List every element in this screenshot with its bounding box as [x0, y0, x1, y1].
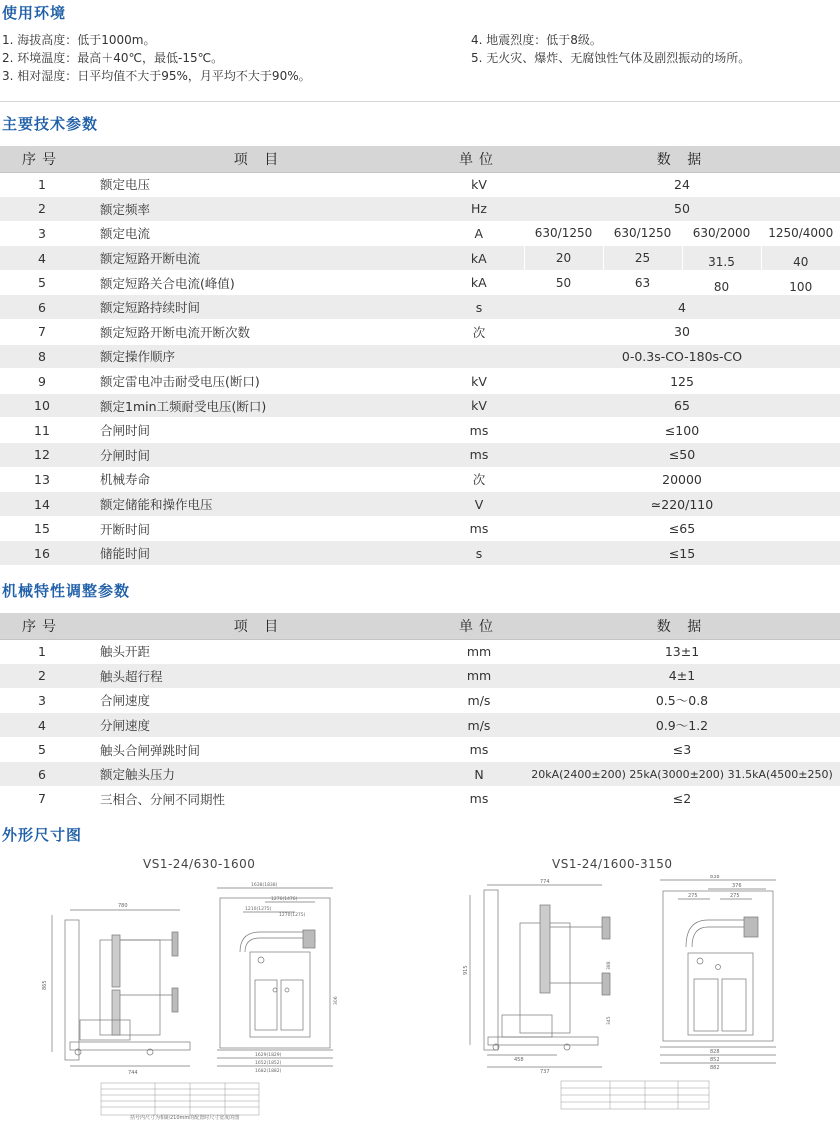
section-title-mech-params: 机械特性调整参数	[2, 582, 131, 600]
cell-no: 3	[0, 221, 84, 246]
header-unit: 单位	[434, 146, 524, 172]
divider	[0, 101, 840, 102]
cell-item: 触头合闸弹跳时间	[84, 737, 434, 762]
cell-unit: ms	[434, 418, 524, 443]
cell-unit: m/s	[434, 713, 524, 738]
cell-data: 0-0.3s-CO-180s-CO	[524, 344, 840, 369]
cell-unit: kV	[434, 369, 524, 394]
table-row	[0, 762, 840, 787]
dim-text: 1270(1275)	[279, 913, 306, 918]
cell-item: 额定触头压力	[84, 762, 434, 787]
header-no: 序号	[0, 613, 84, 639]
cell-no: 12	[0, 443, 84, 468]
drawing-left-note: 括号内尺寸为相距210mm的配置时尺寸宽度的图	[130, 1115, 240, 1121]
header-data: 数 据	[524, 613, 840, 639]
cell-no: 5	[0, 270, 84, 295]
table-row	[0, 737, 840, 762]
cell-data: ≤100	[524, 418, 840, 443]
cell-unit: 次	[434, 320, 524, 345]
table-row	[0, 787, 840, 812]
cell-item: 合闸时间	[84, 418, 434, 443]
dim-text: 1682(1882)	[255, 1069, 282, 1074]
dim-text: 1276(1476)	[271, 897, 298, 902]
dim-text: 1629(1829)	[255, 1053, 282, 1058]
cell-unit: kA	[434, 270, 524, 295]
cell-item: 额定短路开断电流开断次数	[84, 320, 434, 345]
cell-data: 20000	[524, 467, 840, 492]
cell-data: ≤50	[524, 443, 840, 468]
cell-data-sub: 1250/4000	[761, 221, 840, 246]
header-unit: 单位	[434, 613, 524, 639]
drawing-right-side-view	[462, 875, 632, 1075]
cell-data-sub: 630/2000	[682, 221, 761, 246]
dim-text: 737	[540, 1069, 550, 1075]
table-row	[0, 516, 840, 541]
cell-data-sub: 31.5	[682, 246, 761, 271]
env-item: 4. 地震烈度：低于8级。	[471, 33, 602, 47]
cell-unit: s	[434, 541, 524, 566]
cell-data: ≤3	[524, 737, 840, 762]
env-item: 2. 环境温度：最高＋40℃，最低-15℃。	[2, 51, 224, 65]
table-row	[0, 197, 840, 222]
cell-data-sub: 630/1250	[603, 221, 682, 246]
table-row	[0, 369, 840, 394]
cell-data-sub: 630/1250	[524, 221, 603, 246]
cell-no: 9	[0, 369, 84, 394]
env-list-left	[2, 31, 442, 85]
cell-no: 15	[0, 516, 84, 541]
dim-text: 275	[730, 893, 740, 899]
cell-unit: s	[434, 295, 524, 320]
cell-unit: kV	[434, 393, 524, 418]
cell-item: 储能时间	[84, 541, 434, 566]
cell-item: 额定操作顺序	[84, 344, 434, 369]
dim-text: 306	[334, 996, 339, 1005]
dim-text: 915	[463, 965, 469, 975]
table-row	[0, 541, 840, 566]
cell-unit: A	[434, 221, 524, 246]
cell-unit: mm	[434, 664, 524, 689]
cell-item: 三相合、分闸不同期性	[84, 787, 434, 812]
table-row	[0, 393, 840, 418]
cell-data: 20kA(2400±200) 25kA(3000±200) 31.5kA(4500±250)	[524, 762, 840, 787]
cell-unit: V	[434, 492, 524, 517]
table-row	[0, 443, 840, 468]
table-row	[0, 270, 840, 295]
dim-text: 275	[688, 893, 698, 899]
cell-no: 2	[0, 197, 84, 222]
table-row	[0, 639, 840, 664]
dim-text: 1638(1838)	[251, 883, 278, 888]
cell-data-sub: 50	[524, 270, 603, 295]
cell-item: 额定短路持续时间	[84, 295, 434, 320]
cell-data-sub: 20	[524, 246, 603, 271]
section-title-tech-params: 主要技术参数	[2, 115, 99, 133]
header-no: 序号	[0, 146, 84, 172]
table-row	[0, 172, 840, 197]
cell-no: 4	[0, 713, 84, 738]
cell-unit: m/s	[434, 688, 524, 713]
cell-unit: mm	[434, 639, 524, 664]
table-row	[0, 344, 840, 369]
drawing-right-label: VS1-24/1600-3150	[552, 857, 673, 871]
cell-data: 4±1	[524, 664, 840, 689]
cell-no: 13	[0, 467, 84, 492]
cell-item: 机械寿命	[84, 467, 434, 492]
cell-unit: kA	[434, 246, 524, 271]
cell-item: 分闸速度	[84, 713, 434, 738]
table-row	[0, 664, 840, 689]
cell-item: 额定短路关合电流(峰值)	[84, 270, 434, 295]
cell-data: 24	[524, 172, 840, 197]
cell-unit: ms	[434, 443, 524, 468]
drawing-right-spec-table	[560, 1080, 710, 1110]
cell-no: 4	[0, 246, 84, 271]
cell-data: 4	[524, 295, 840, 320]
table-header-row	[0, 613, 840, 639]
cell-item: 触头超行程	[84, 664, 434, 689]
cell-data: ≃220/110	[524, 492, 840, 517]
cell-data-sub: 100	[761, 270, 840, 295]
table-row	[0, 320, 840, 345]
env-item: 1. 海拔高度：低于1000m。	[2, 33, 156, 47]
dim-text: 458	[514, 1057, 524, 1063]
header-item: 项 目	[84, 613, 434, 639]
table-row	[0, 418, 840, 443]
cell-data: 50	[524, 197, 840, 222]
dim-text: 1652(1852)	[255, 1061, 282, 1066]
env-list-right	[471, 31, 831, 67]
dim-text: 865	[42, 980, 48, 990]
drawing-left-label: VS1-24/630-1600	[143, 857, 256, 871]
cell-item: 开断时间	[84, 516, 434, 541]
dim-text: 744	[128, 1070, 138, 1076]
header-item: 项 目	[84, 146, 434, 172]
cell-unit: ms	[434, 787, 524, 812]
cell-item: 额定1min工频耐受电压(断口)	[84, 393, 434, 418]
drawing-left-front-view	[205, 880, 345, 1080]
cell-data: ≤65	[524, 516, 840, 541]
cell-no: 6	[0, 295, 84, 320]
cell-item: 额定短路开断电流	[84, 246, 434, 271]
cell-data: 0.9～1.2	[524, 713, 840, 738]
cell-unit: 次	[434, 467, 524, 492]
drawing-left-side-view	[40, 880, 220, 1080]
table-row	[0, 221, 840, 246]
dim-text: 882	[710, 1065, 720, 1071]
drawing-right-front-view	[648, 875, 788, 1075]
section-title-environment: 使用环境	[2, 4, 67, 22]
cell-data: 13±1	[524, 639, 840, 664]
cell-item: 合闸速度	[84, 688, 434, 713]
cell-data-sub: 63	[603, 270, 682, 295]
cell-unit: kV	[434, 172, 524, 197]
cell-item: 额定储能和操作电压	[84, 492, 434, 517]
cell-no: 7	[0, 320, 84, 345]
cell-unit: ms	[434, 516, 524, 541]
cell-item: 分闸时间	[84, 443, 434, 468]
cell-no: 8	[0, 344, 84, 369]
cell-item: 额定频率	[84, 197, 434, 222]
cell-data: 65	[524, 393, 840, 418]
cell-no: 14	[0, 492, 84, 517]
cell-no: 2	[0, 664, 84, 689]
env-item: 3. 相对湿度：日平均值不大于95%，月平均不大于90%。	[2, 69, 311, 83]
dim-text: 828	[710, 1049, 720, 1055]
cell-item: 额定雷电冲击耐受电压(断口)	[84, 369, 434, 394]
table-row	[0, 246, 840, 271]
cell-item: 触头开距	[84, 639, 434, 664]
cell-unit: N	[434, 762, 524, 787]
dim-text: 376	[732, 883, 742, 889]
dim-text: 388	[607, 961, 612, 970]
env-item: 5. 无火灾、爆炸、无腐蚀性气体及剧烈振动的场所。	[471, 51, 751, 65]
table-row	[0, 688, 840, 713]
drawing-left-spec-table	[100, 1082, 260, 1116]
dim-text: 345	[607, 1016, 612, 1025]
cell-unit: Hz	[434, 197, 524, 222]
dim-text: 1210(1275)	[245, 907, 272, 912]
cell-unit	[434, 344, 524, 369]
mech-params-table	[0, 613, 840, 812]
table-row	[0, 492, 840, 517]
cell-data: ≤15	[524, 541, 840, 566]
dim-text: 780	[118, 903, 128, 909]
cell-data-sub: 25	[603, 246, 682, 271]
dim-text: 838	[710, 875, 720, 880]
table-row	[0, 713, 840, 738]
cell-data-sub: 80	[682, 270, 761, 295]
dim-text: 852	[710, 1057, 720, 1063]
cell-no: 3	[0, 688, 84, 713]
cell-data: 30	[524, 320, 840, 345]
cell-data: ≤2	[524, 787, 840, 812]
header-data: 数 据	[524, 146, 840, 172]
cell-no: 1	[0, 172, 84, 197]
cell-no: 6	[0, 762, 84, 787]
table-row	[0, 295, 840, 320]
cell-item: 额定电流	[84, 221, 434, 246]
cell-no: 5	[0, 737, 84, 762]
cell-data-sub: 40	[761, 246, 840, 271]
tech-params-table	[0, 146, 840, 566]
cell-no: 1	[0, 639, 84, 664]
cell-data: 125	[524, 369, 840, 394]
cell-data: 0.5～0.8	[524, 688, 840, 713]
table-row	[0, 467, 840, 492]
cell-no: 7	[0, 787, 84, 812]
cell-no: 16	[0, 541, 84, 566]
cell-no: 11	[0, 418, 84, 443]
table-header-row	[0, 146, 840, 172]
dim-text: 774	[540, 879, 550, 885]
cell-item: 额定电压	[84, 172, 434, 197]
section-title-dimensions: 外形尺寸图	[2, 826, 83, 844]
cell-unit: ms	[434, 737, 524, 762]
cell-no: 10	[0, 393, 84, 418]
